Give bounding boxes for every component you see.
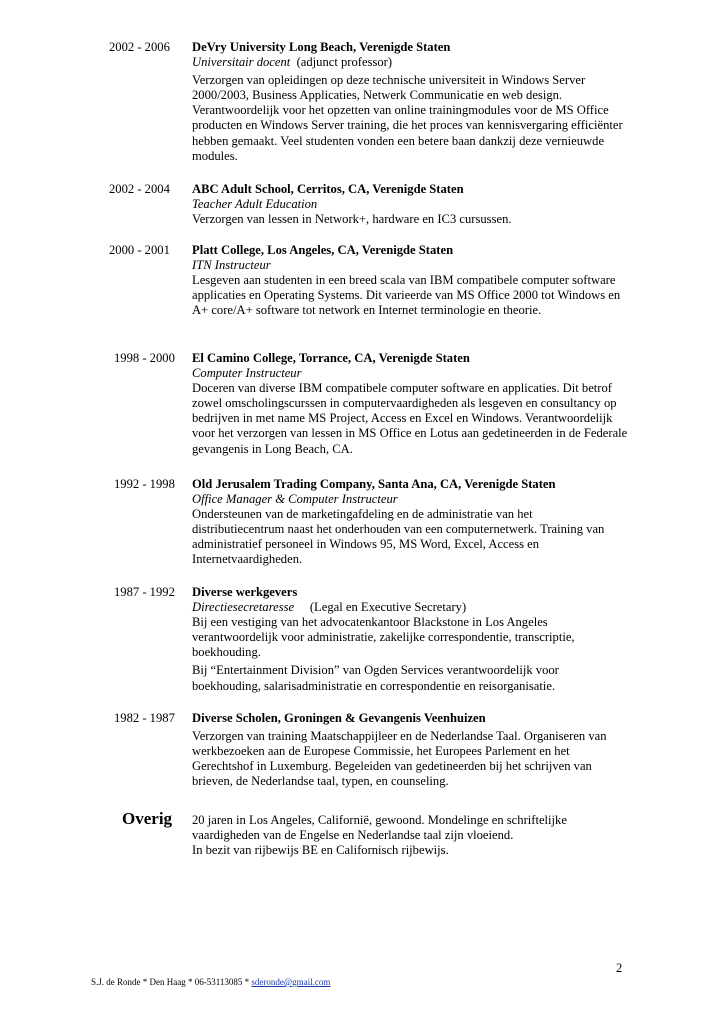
entry-organization: Diverse werkgevers xyxy=(192,585,298,599)
entry-role: ITN Instructeur xyxy=(192,258,271,273)
entry-description: Verzorgen van opleidingen op deze technische universiteit in Windows Server 2000/2003, Business Applicaties, Netwerk Communicatie en web design. Verantwoordelijk voor het opzetten van online trainingmodules voor de MS Office producten en Windows Server training, die het proces van kennisvergaring efficiënter hebben gemaakt. Veel studenten vonden een betere baan dankzij deze vernieuwde modules. xyxy=(192,73,623,163)
entry-role-note: (adjunct professor) xyxy=(296,55,393,70)
entry-content xyxy=(192,585,628,694)
entry-organization: ABC Adult School, Cerritos, CA, Verenigde Staten xyxy=(192,182,464,196)
entry-years: 2002 - 2006 xyxy=(109,40,170,54)
entry-role-title: Universitair docent xyxy=(192,55,291,70)
overig-license: In bezit van rijbewijs BE en Californisch rijbewijs. xyxy=(192,843,449,858)
entry-description: Ondersteunen van de marketingafdeling en de administratie van het distributiecentrum naast het onderhouden van een computernetwerk. Training van administratief personeel in Windows 95, MS Word, Excel, Access en Internetvaardigheden. xyxy=(192,507,605,567)
entry-content xyxy=(192,711,628,789)
entry-content xyxy=(192,243,628,318)
entry-content xyxy=(192,182,628,227)
entry-description: Bij een vestiging van het advocatenkantoor Blackstone in Los Angeles verantwoordelijk voor administratie, zakelijke correspondentie, transcriptie, boekhouding. xyxy=(192,615,575,660)
entry-role xyxy=(192,55,628,70)
entry-content xyxy=(192,351,628,457)
entry-organization: Platt College, Los Angeles, CA, Verenigde Staten xyxy=(192,243,454,257)
entry-organization: DeVry University Long Beach, Verenigde Staten xyxy=(192,40,451,54)
overig-text: 20 jaren in Los Angeles, Californië, gewoond. Mondelinge en schriftelijke vaardigheden van de Engelse en Nederlandse taal zijn vloeiend. xyxy=(192,813,567,843)
footer-text: S.J. de Ronde * Den Haag * 06-53113085 * xyxy=(91,977,252,987)
footer-email-link[interactable]: sderonde@gmail.com xyxy=(251,977,331,987)
entry-years: 1992 - 1998 xyxy=(114,477,175,491)
entry-description: Lesgeven aan studenten in een breed scala van IBM compatibele computer software applicaties en Operating Systems. Dit varieerde van MS Office 2000 tot Windows en A+ core/A+ software tot network en Internet terminologie en theorie. xyxy=(192,273,621,318)
entry-content xyxy=(192,477,628,568)
overig-heading: Overig xyxy=(122,809,173,828)
entry-years: 2000 - 2001 xyxy=(109,243,170,257)
entry-description: Verzorgen van training Maatschappijleer en de Nederlandse Taal. Organiseren van werkbezoeken aan de Europese Commissie, het Europees Parlement en het Gerechtshof in Luxemburg. Begeleiden van gedetineerden bij het schrijven van brieven, de Nederlandse taal, typen, en counseling. xyxy=(192,729,607,789)
entry-years: 1982 - 1987 xyxy=(114,711,175,725)
entry-years: 1998 - 2000 xyxy=(114,351,175,365)
entry-role-title: Directiesecretaresse xyxy=(192,600,295,615)
entry-organization: Old Jerusalem Trading Company, Santa Ana, CA, Verenigde Staten xyxy=(192,477,556,491)
page-number: 2 xyxy=(616,961,623,975)
overig-content xyxy=(192,813,628,858)
entry-years: 2002 - 2004 xyxy=(109,182,170,196)
entry-role xyxy=(192,600,628,615)
entry-role: Office Manager & Computer Instructeur xyxy=(192,492,398,507)
entry-content xyxy=(192,40,628,164)
entry-organization: Diverse Scholen, Groningen & Gevangenis Veenhuizen xyxy=(192,711,486,725)
entry-years: 1987 - 1992 xyxy=(114,585,175,599)
entry-description: Doceren van diverse IBM compatibele computer software en applicaties. Dit betrof zowel omscholingscurssen in computervaardigheden als lesgeven en consultancy op bedrijven in met name MS Project, Access en Excel en Windows. Verantwoordelijk voor het verzorgen van lessen in MS Office en Lotus aan gedetineerden in de Federale gevangenis in Long Beach, CA. xyxy=(192,381,628,456)
entry-role-note: (Legal en Executive Secretary) xyxy=(309,600,467,615)
entry-description-2: Bij “Entertainment Division” van Ogden Services verantwoordelijk voor boekhouding, salarisadministratie en correspondentie en reisorganisatie. xyxy=(192,663,559,693)
footer xyxy=(91,977,330,987)
entry-description: Verzorgen van lessen in Network+, hardware en IC3 cursussen. xyxy=(192,212,512,227)
entry-role: Teacher Adult Education xyxy=(192,197,318,212)
entry-organization: El Camino College, Torrance, CA, Verenigde Staten xyxy=(192,351,470,365)
entry-role: Computer Instructeur xyxy=(192,366,302,381)
